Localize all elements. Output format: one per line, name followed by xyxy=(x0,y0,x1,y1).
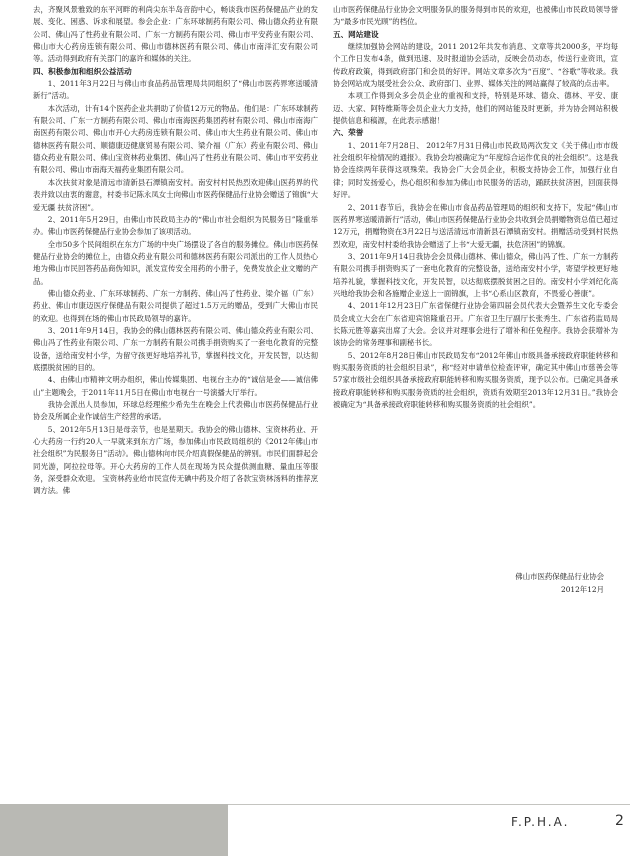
paragraph: 2、2011春节后，我协会在佛山市食品药品管理局的组织和支持下，发起“佛山市医药界寒送暖清新行”活动，佛山市医药保健品行业协会共收到会员捐赠物资总值已超过12万元，捐赠物资在3月22日与送活清远市清新县石潭镇南安村。捐赠活动受到村民热烈欢迎，南安村村委给我协会赠送了上书“大爱无疆，扶危济困”的锦旗。 xyxy=(333,202,618,249)
paragraph: 4、由佛山市精神文明办组织，佛山传媒集团、电视台主办的“诚信是金——诚信佛山”主题晚会，于2011年11月5日在佛山市电视台一号演播大厅举行。 xyxy=(33,375,318,397)
paragraph: 2、2011年5月29日，由佛山市民政局主办的“佛山市社会组织为民服务日”隆重举办。佛山市医药保健品行业协会参加了该项活动。 xyxy=(33,214,318,237)
paragraph: 5、2012年5月13日是母亲节，也是星期天。我协会的佛山德林、宝资林药业、开心大药房一行约20人一早就来到东方广场，参加佛山市民政局组织的《2012年佛山市社会组织”为民服务日”活动》。佛山德林向市民介绍真假保健品的辨别。市民们面群起会同光游，阿拉拉母等。开心大药房的工作人员在现场为民众提供测血糖、量血压等服务，深受群众欢迎。 宝资林药业给市民宣传无碘中药及介绍了各款宝资林汤料的推荐烹调方法。佛 xyxy=(33,424,318,496)
paragraph: 本项工作得到众多会员企业的重视和支持，特别是环球、德众、德林、平安、康迈、大家、阿特维斯等会员企业大力支持，他们的网站能及时更新，并为协会网站积极提供信息和稿源，在此表示感谢！ xyxy=(333,91,618,126)
paragraph: 1、2011年7月28日、 2012年7月31日佛山市民政局两次发文《关于佛山市市级社会组织年检情况的通报》。我协会均被确定为“年度综合运作优良的社会组织”。这是我协会连续两年获得这项殊荣。我协会广大会员企业，积极支持协会工作，加强行业自律；同时发扬爱心，热心组织和参加为佛山市民服务的活动，踊跃扶贫济困，回面获得好评。 xyxy=(333,140,618,200)
paragraph: 5、2012年8月28日佛山市民政局发布“2012年佛山市级具备承接政府职能转移和购买服务资质的社会组织目录”，称“经对申请单位检查评审，确定其中佛山市慈善会等57家市级社会组织具备承接政府职能转移和购买服务资质，现予以公布。已确定具备承接政府职能转移和购买服务资质的社会组织，资质有效期至2013年12月31日。”我协会被确定为“具备承接政府职能转移和购买服务资质的社会组织”。 xyxy=(333,350,618,409)
section-heading: 四、积极参加和组织公益活动 xyxy=(33,66,132,76)
paragraph: 佛山德众药业、广东环球制药、广东一方制药、佛山冯了性药业、梁介福（广东）药业、佛山市康迈医疗保健品有限公司提供了超过1.5万元的赠品，受到广大佛山市民的欢迎。也得到在场的佛山市民政局领导的嘉许。 xyxy=(33,288,318,323)
signature-org: 佛山市医药保健品行业协会 xyxy=(515,572,604,582)
section-heading: 五、网站建设 xyxy=(333,29,379,39)
paragraph: 本次扶贫对象是清远市清新县石潭镇南安村。南安村村民热烈欢迎佛山医药界的代表并致以由衷的谢意，村委书记陈永凤女士向佛山市医药保健品行业协会赠送了锦旗“大爱无疆 扶贫济困”。 xyxy=(33,177,318,212)
paragraph: 1、2011年3月22日与佛山市食品药品管理局共同组织了“佛山市医药界寒送暖清新行”活动。 xyxy=(33,79,318,101)
signature-block xyxy=(333,571,618,596)
footer-bar xyxy=(0,804,228,856)
paragraph: 3、2011年9月14日，我协会的佛山德林医药有限公司、佛山德众药业有限公司、佛山冯了性药业有限公司、广东一方制药有限公司携手捐资购买了一套电化教育的完整设备，送给南安村小学，为留守孩更好地培养礼节，掌握科技文化，开发民智，以达彻底摆脱贫困的目的。 xyxy=(33,325,318,372)
paragraph: 3、2011年9月14日我协会会员佛山德林、佛山德众，佛山冯了性、广东一方制药有限公司携手捐资购买了一套电化教育的完整设备，送给南安村小学，寄望学校更好地培养礼貌，掌握科技文化，开发民智，以达彻底摆脱贫困之目的。南安村小学刘纪化高兴地给我协会和各施赠企业送上一面锦旗，上书“心系山区教育，不畏爱心善康”。 xyxy=(333,251,618,298)
section-heading: 六、荣誉 xyxy=(333,128,364,138)
paragraph: 全市50多个民间组织在东方广场的中央广场摆设了各自的服务摊位。佛山市医药保健品行业协会的摊位上，由德众药业有限公司和德林医药有限公司派出的工作人员热心地为佛山市民回答药品商伪知识，派发宣传安全用药的小册子，免费发放企业文赠的产品。 xyxy=(33,239,318,286)
paragraph: 山市医药保健品行业协会文明服务队的服务得到市民的欢迎，也被佛山市民政局领导誉为“最多市民光顾”的档位。 xyxy=(333,5,618,27)
footer-divider xyxy=(228,804,630,805)
footer-brand: F.P.H.A. xyxy=(511,815,570,829)
page-number: 2 xyxy=(615,813,624,829)
paragraph: 我协会派出人员参加，环球总经理熊少希先生在晚会上代表佛山市医药保健品行业协会及所属企业作诚信生产经营的承诺。 xyxy=(33,400,318,422)
right-column xyxy=(333,4,618,596)
left-column xyxy=(33,4,318,498)
paragraph: 去，齐聚风景雅致的东平河畔的利尚尖东半岛音韵中心，畅谈我市医药保健品产业的发展、变化、困惑、诉求和展望。参会企业：广东环球制药有限公司、佛山德众药业有限公司、佛山冯了性药业有限公司、广东一方制药有限公司、佛山市平安药业有限公司、佛山市大心药房连锁有限公司、佛山市德林医药有限公司、佛山市南洋汇安有限公司等。活动得到政府有关部门的嘉许和媒体的关注。 xyxy=(33,5,318,64)
paragraph: 本次活动，计有14个医药企业共捐助了价值12万元的物品。他们是：广东环球制药有限公司、广东一方制药有限公司、佛山市南海医药集团药材有限公司、佛山市南海广南医药有限公司、佛山市开心大药房连锁有限公司、佛山市大生药业有限公司、佛山市德林医药有限公司、顺德康迈健康贸易有限公司、梁介福（广东）药业有限公司、佛山德众药业有限公司、佛山宝资林药业集团、佛山冯了性药业有限公司、佛山市平安药业有限公司、佛山市南海天福药业集团有限公司。 xyxy=(33,103,318,175)
paragraph: 继续加强协会网站的建设，2011 2012年共发布消息、文章等共2000多，平均每个工作日发布4条，做到迅速、及时报道协会活动，反映会员动态，传送行业资讯，宣传政府政策，得到政府部门和会员的好评。网站文章多次为“百度”、“谷歌”等收录。我协会网站成为展受社会公众、政府部门、业界、媒体关注的网站赢得了较高的点击率。 xyxy=(333,42,618,89)
paragraph: 4、2011年12月23日广东省保健行业协会第四届会员代表大会暨养生文化专委会员会成立大会在广东省迎宾馆隆重召开。广东省卫生厅副厅长张秀生、广东省药监局局长陈元胜等嘉宾出席了大会。会议并对理事会进行了增补和任免程序。我协会获增补为该协会的常务理事和副秘书长。 xyxy=(333,301,618,348)
signature-date: 2012年12月 xyxy=(561,584,604,594)
